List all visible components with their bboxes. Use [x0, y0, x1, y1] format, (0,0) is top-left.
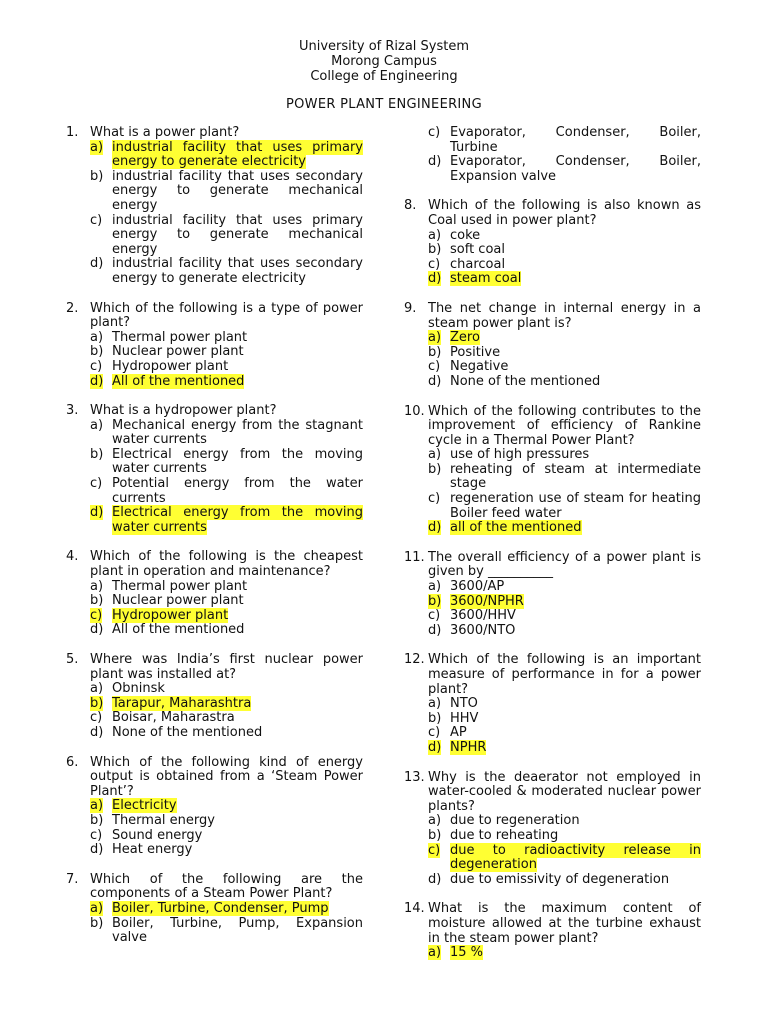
college-name: College of Engineering	[310, 69, 458, 84]
question-block	[404, 302, 701, 390]
option-letter: b)	[90, 812, 104, 828]
answer-option	[428, 448, 701, 463]
answer-option	[428, 726, 701, 741]
option-text: Evaporator, Condenser, Boiler, Turbine	[450, 125, 701, 155]
option-letter: a)	[428, 696, 442, 712]
question-text: Which of the following is also known as Coal used in power plant?	[428, 198, 701, 228]
answer-option	[90, 345, 363, 360]
option-letter: d)	[90, 842, 104, 858]
option-text: All of the mentioned	[112, 622, 245, 638]
question-block	[404, 902, 701, 960]
question-row	[66, 873, 363, 902]
question-block	[404, 405, 701, 536]
answer-option	[90, 419, 363, 448]
question-block	[404, 199, 701, 287]
answer-option	[90, 170, 363, 214]
option-letter: d)	[90, 505, 104, 521]
campus-name: Morong Campus	[331, 54, 437, 69]
answer-option	[90, 623, 363, 638]
option-letter: d)	[428, 739, 442, 755]
option-text: Electricity	[112, 798, 177, 814]
option-letter: d)	[428, 271, 442, 287]
option-letter: c)	[428, 725, 441, 741]
option-letter: c)	[90, 476, 103, 492]
option-letter: a)	[90, 798, 104, 814]
option-text: Boiler, Turbine, Condenser, Pump	[112, 900, 329, 916]
answer-option-highlighted	[90, 506, 363, 535]
answer-option	[90, 214, 363, 258]
question-number: 14.	[404, 901, 425, 917]
option-text: 3600/NTO	[450, 622, 516, 638]
option-text: industrial facility that uses primary energy to generate electricity	[112, 139, 363, 170]
option-letter: a)	[90, 329, 104, 345]
option-letter: b)	[90, 593, 104, 609]
answer-option	[90, 682, 363, 697]
option-text: Electrical energy from the moving water currents	[112, 505, 363, 535]
question-block	[404, 653, 701, 755]
option-letter: c)	[428, 256, 441, 272]
option-letter: a)	[90, 578, 104, 594]
option-letter: b)	[428, 344, 442, 360]
option-text: steam coal	[450, 271, 522, 287]
option-text: industrial facility that uses primary energy to generate mechanical energy	[112, 212, 363, 257]
question-block	[66, 873, 363, 946]
answer-option	[428, 624, 701, 639]
option-text: Positive	[450, 344, 501, 360]
option-text: Boisar, Maharastra	[112, 710, 235, 726]
option-letter: c)	[428, 125, 441, 140]
question-number: 1.	[66, 125, 79, 140]
question-row	[404, 199, 701, 228]
option-letter: c)	[428, 491, 441, 507]
option-letter: a)	[428, 579, 442, 595]
question-text: Which of the following is the cheapest plant in operation and maintenance?	[90, 549, 363, 580]
option-letter: b)	[428, 593, 442, 609]
question-row	[404, 771, 701, 815]
option-text: industrial facility that uses secondary energy to generate electricity	[112, 256, 363, 286]
option-letter: d)	[428, 871, 442, 887]
university-name: University of Rizal System	[298, 39, 470, 54]
option-text: Thermal energy	[112, 812, 215, 828]
option-text: coke	[450, 227, 481, 243]
option-letter: b)	[428, 461, 442, 477]
option-text: None of the mentioned	[450, 373, 601, 389]
question-row	[404, 653, 701, 697]
option-text: None of the mentioned	[112, 724, 263, 740]
question-text: What is a power plant?	[90, 125, 240, 140]
option-text: NPHR	[450, 739, 487, 755]
option-letter: b)	[90, 915, 104, 931]
option-text: Thermal power plant	[112, 578, 248, 594]
question-text: Why is the deaerator not employed in water-cooled & moderated nuclear power plants?	[428, 769, 701, 814]
option-text: due to emissivity of degeneration	[450, 871, 670, 887]
question-row	[66, 302, 363, 331]
option-text: Hydropower plant	[112, 607, 229, 623]
question-row	[66, 653, 363, 682]
left-column	[66, 126, 363, 961]
option-letter: c)	[90, 358, 103, 374]
option-text: Zero	[450, 330, 480, 346]
answer-option-highlighted	[428, 946, 701, 961]
answer-option	[90, 829, 363, 844]
option-letter: c)	[428, 608, 441, 624]
question-number: 10.	[404, 403, 425, 419]
question-number: 9.	[404, 300, 417, 316]
option-text: regeneration use of steam for heating Boiler feed water	[450, 491, 701, 521]
option-text: Evaporator, Condenser, Boiler, Expansion valve	[450, 154, 701, 184]
option-text: due to regeneration	[450, 813, 580, 829]
question-text: What is a hydropower plant?	[90, 403, 277, 419]
answer-option	[428, 346, 701, 361]
question-block	[66, 550, 363, 638]
option-letter: a)	[428, 945, 442, 961]
option-text: Electrical energy from the moving water currents	[112, 446, 363, 477]
option-text: NTO	[450, 696, 478, 712]
question-row	[66, 126, 363, 141]
answer-option-highlighted	[90, 141, 363, 170]
option-letter: a)	[90, 900, 104, 916]
answer-option-highlighted	[428, 272, 701, 287]
question-block	[404, 126, 701, 184]
option-letter: c)	[428, 842, 441, 858]
question-number: 8.	[404, 198, 417, 214]
option-text: Nuclear power plant	[112, 593, 244, 609]
option-text: Hydropower plant	[112, 358, 229, 374]
question-text: Which of the following are the components of a Steam Power Plant?	[90, 871, 363, 902]
question-block	[66, 404, 363, 535]
option-text: Potential energy from the water currents	[112, 476, 363, 506]
answer-option-highlighted	[428, 741, 701, 756]
answer-option-highlighted	[90, 902, 363, 917]
option-letter: c)	[90, 607, 103, 623]
answer-option-highlighted	[428, 331, 701, 346]
answer-option	[428, 580, 701, 595]
answer-option	[90, 726, 363, 741]
option-letter: d)	[90, 256, 104, 272]
answer-option	[428, 360, 701, 375]
answer-option	[428, 229, 701, 244]
option-text: Mechanical energy from the stagnant water currents	[112, 417, 363, 448]
answer-option	[428, 829, 701, 844]
answer-option	[90, 594, 363, 609]
option-text: 15 %	[450, 945, 484, 961]
option-text: 3600/AP	[450, 579, 505, 595]
option-text: due to reheating	[450, 827, 559, 843]
answer-option-highlighted	[428, 595, 701, 610]
option-letter: a)	[428, 227, 442, 243]
question-number: 13.	[404, 769, 425, 785]
option-letter: b)	[90, 168, 104, 184]
option-letter: b)	[90, 695, 104, 711]
option-text: Nuclear power plant	[112, 344, 244, 360]
option-letter: c)	[90, 212, 103, 228]
question-row	[66, 550, 363, 579]
document-title: POWER PLANT ENGINEERING	[286, 97, 482, 112]
answer-option	[428, 375, 701, 390]
option-letter: d)	[90, 622, 104, 638]
option-text: Boiler, Turbine, Pump, Expansion valve	[112, 915, 363, 946]
question-text: Which of the following is an important measure of performance in for a power plant?	[428, 652, 701, 697]
answer-option	[428, 814, 701, 829]
answer-option	[90, 360, 363, 375]
answer-option	[428, 243, 701, 258]
question-block	[66, 653, 363, 741]
question-text: Which of the following contributes to the improvement of efficiency of Rankine cycle in a Thermal Power Plant?	[428, 403, 701, 448]
option-text: all of the mentioned	[450, 520, 582, 536]
option-text: Sound energy	[112, 827, 203, 843]
answer-option-highlighted	[428, 521, 701, 536]
answer-option	[90, 448, 363, 477]
question-text: What is the maximum content of moisture allowed at the turbine exhaust in the steam power plant?	[428, 901, 701, 946]
option-text: charcoal	[450, 256, 506, 272]
answer-option	[90, 580, 363, 595]
option-text: Tarapur, Maharashtra	[112, 695, 252, 711]
question-number: 4.	[66, 549, 79, 565]
answer-option	[428, 697, 701, 712]
question-number: 12.	[404, 652, 425, 668]
option-letter: b)	[90, 446, 104, 462]
option-letter: b)	[428, 827, 442, 843]
answer-option	[428, 463, 701, 492]
answer-option	[428, 873, 701, 888]
answer-option-highlighted	[90, 799, 363, 814]
question-text: Where was India’s first nuclear power plant was installed at?	[90, 652, 363, 682]
option-letter: d)	[428, 622, 442, 638]
question-block	[404, 551, 701, 639]
question-row	[404, 302, 701, 331]
option-text: 3600/NPHR	[450, 593, 524, 609]
option-letter: d)	[90, 724, 104, 740]
answer-option	[90, 257, 363, 286]
question-text: Which of the following kind of energy output is obtained from a ‘Steam Power Plant’?	[90, 754, 363, 799]
question-number: 6.	[66, 754, 79, 770]
answer-option	[428, 712, 701, 727]
option-text: industrial facility that uses secondary energy to generate mechanical energy	[112, 168, 363, 213]
answer-option	[428, 258, 701, 273]
option-letter: b)	[428, 242, 442, 258]
question-block	[66, 302, 363, 390]
answer-option	[90, 477, 363, 506]
question-block	[404, 771, 701, 888]
option-letter: b)	[90, 344, 104, 360]
question-text: The net change in internal energy in a steam power plant is?	[428, 300, 701, 331]
option-letter: c)	[428, 359, 441, 375]
option-letter: c)	[90, 827, 103, 843]
question-number: 11.	[404, 549, 425, 565]
answer-option	[90, 331, 363, 346]
answer-option-highlighted	[90, 697, 363, 712]
option-letter: a)	[428, 330, 442, 346]
option-letter: b)	[428, 710, 442, 726]
option-text: reheating of steam at intermediate stage	[450, 461, 701, 492]
question-row	[404, 551, 701, 580]
answer-option-highlighted	[90, 609, 363, 624]
option-text: All of the mentioned	[112, 373, 245, 389]
option-letter: a)	[90, 417, 104, 433]
option-text: use of high pressures	[450, 447, 590, 463]
option-letter: a)	[428, 813, 442, 829]
answer-option-highlighted	[90, 375, 363, 390]
option-letter: d)	[428, 520, 442, 536]
question-number: 2.	[66, 300, 79, 316]
question-number: 3.	[66, 403, 79, 419]
option-letter: c)	[90, 710, 103, 726]
answer-option	[90, 917, 363, 946]
question-text: Which of the following is a type of power plant?	[90, 300, 363, 331]
option-letter: d)	[428, 154, 442, 170]
answer-option	[90, 814, 363, 829]
question-number: 7.	[66, 871, 79, 887]
option-letter: a)	[428, 447, 442, 463]
option-text: due to radioactivity release in degeneration	[450, 842, 701, 873]
answer-option	[90, 711, 363, 726]
answer-option	[428, 609, 701, 624]
option-text: AP	[450, 725, 467, 741]
option-letter: a)	[90, 681, 104, 697]
right-column	[404, 126, 701, 976]
option-text: Obninsk	[112, 681, 165, 697]
question-row	[404, 405, 701, 449]
question-row	[66, 404, 363, 419]
option-text: Thermal power plant	[112, 329, 248, 345]
question-block	[66, 126, 363, 287]
option-letter: d)	[90, 373, 104, 389]
answer-option	[428, 492, 701, 521]
question-text: The overall efficiency of a power plant is given by __________	[428, 549, 701, 580]
question-row	[66, 756, 363, 800]
option-text: HHV	[450, 710, 479, 726]
option-text: soft coal	[450, 242, 505, 258]
option-text: 3600/HHV	[450, 608, 516, 624]
option-letter: a)	[90, 139, 104, 155]
option-text: Negative	[450, 359, 509, 375]
option-letter: d)	[428, 373, 442, 389]
answer-option	[90, 843, 363, 858]
question-number: 5.	[66, 652, 79, 667]
answer-option	[428, 126, 701, 155]
question-row	[404, 902, 701, 946]
answer-option	[428, 155, 701, 184]
option-text: Heat energy	[112, 842, 193, 858]
question-block	[66, 756, 363, 858]
answer-option-highlighted	[428, 844, 701, 873]
